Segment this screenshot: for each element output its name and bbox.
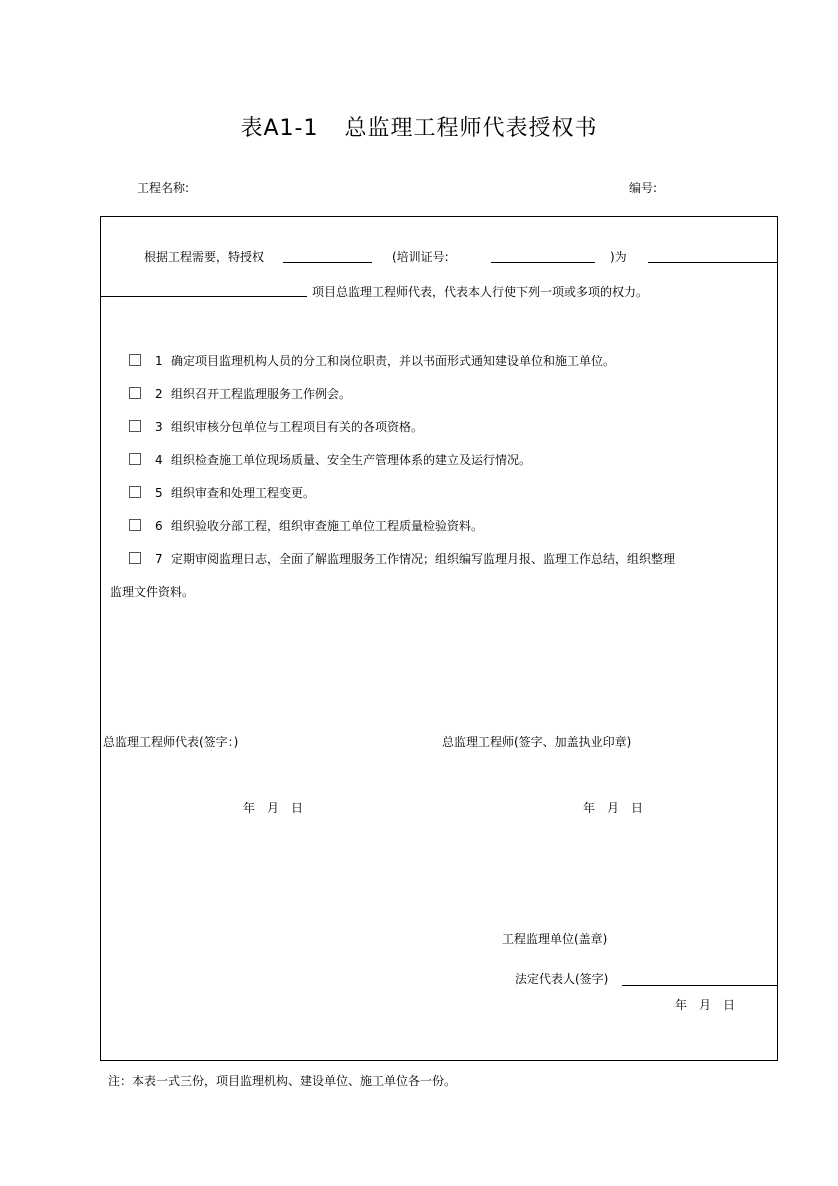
form-number: 表A1-1 [240,116,319,141]
authorization-suffix: )为 [610,250,627,264]
item-6: 6 组织验收分部工程，组织审查施工单位工程质量检验资料。 [155,519,484,533]
item-7: 7 定期审阅监理日志，全面了解监理服务工作情况；组织编写监理月报、监理工作总结，组织整理 [155,552,676,566]
item-1: 1 确定项目监理机构人员的分工和岗位职责，并以书面形式通知建设单位和施工单位。 [155,354,616,368]
legal-rep-label: 法定代表人(签字) [515,972,609,986]
item-4-checkbox[interactable] [129,453,141,465]
form-frame [100,216,778,1061]
authorized-person-field[interactable] [283,262,372,263]
chief-signature-label: 总监理工程师(签字、加盖执业印章) [442,735,632,749]
authorization-statement: 项目总监理工程师代表，代表本人行使下列一项或多项的权力。 [312,285,649,299]
training-cert-field[interactable] [491,262,595,263]
legal-rep-signature-field[interactable] [622,985,778,986]
item-5-checkbox[interactable] [129,486,141,498]
number-label: 编号: [629,181,658,195]
deputy-date: 年 月 日 [243,801,304,815]
project-field[interactable] [648,262,778,263]
item-2: 2 组织召开工程监理服务工作例会。 [155,387,352,401]
footer-note: 注：本表一式三份，项目监理机构、建设单位、施工单位各一份。 [108,1074,457,1088]
item-7-checkbox[interactable] [129,552,141,564]
item-3: 3 组织审核分包单位与工程项目有关的各项资格。 [155,420,424,434]
form-title: 总监理工程师代表授权书 [344,116,598,141]
item-5: 5 组织审查和处理工程变更。 [155,486,316,500]
item-7-continuation: 监理文件资料。 [110,585,195,599]
unit-date: 年 月 日 [675,998,736,1012]
chief-date: 年 月 日 [583,801,644,815]
supervision-unit-label: 工程监理单位(盖章) [502,932,608,946]
item-3-checkbox[interactable] [129,420,141,432]
item-6-checkbox[interactable] [129,519,141,531]
training-cert-label: (培训证号: [392,250,449,264]
project-name-label: 工程名称: [137,181,190,195]
item-2-checkbox[interactable] [129,387,141,399]
deputy-signature-label: 总监理工程师代表(签字：) [103,735,239,749]
item-1-checkbox[interactable] [129,354,141,366]
authorization-prefix: 根据工程需要，特授权 [144,250,265,264]
item-4: 4 组织检查施工单位现场质量、安全生产管理体系的建立及运行情况。 [155,453,532,467]
document-title [0,111,838,142]
project-name-field[interactable] [101,296,307,297]
